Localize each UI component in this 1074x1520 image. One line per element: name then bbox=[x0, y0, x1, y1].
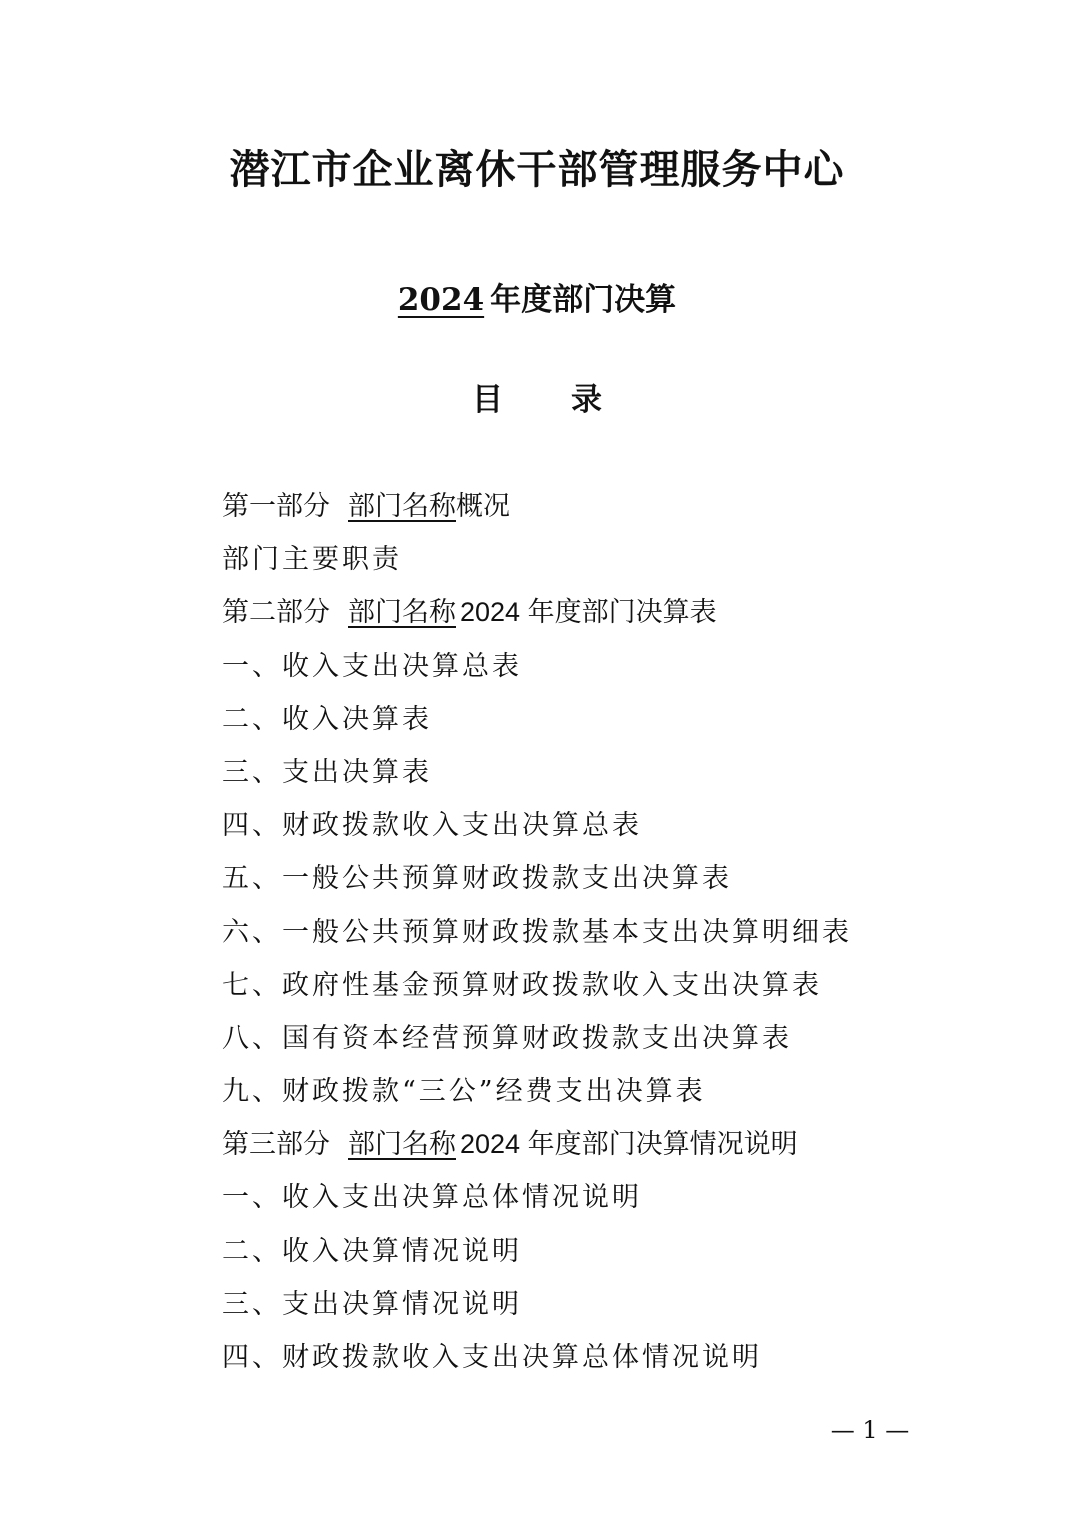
page-number: — 1 — bbox=[830, 1416, 910, 1444]
toc-part-2-name: 部门名称 bbox=[348, 597, 456, 628]
table-of-contents bbox=[222, 480, 982, 1384]
document-subtitle bbox=[0, 276, 1074, 324]
document-title: 潜江市企业离休干部管理服务中心 bbox=[229, 146, 845, 193]
toc-part-3-suffix: 2024 年度部门决算情况说明 bbox=[460, 1129, 798, 1160]
toc-part-3 bbox=[222, 1118, 982, 1171]
subtitle-year: 2024 bbox=[397, 282, 485, 318]
toc-part-2 bbox=[222, 586, 982, 639]
toc-part-1-name: 部门名称 bbox=[348, 491, 456, 521]
toc-item: 五、一般公共预算财政拨款支出决算表 bbox=[222, 863, 732, 895]
toc-item: 六、一般公共预算财政拨款基本支出决算明细表 bbox=[222, 916, 852, 948]
toc-part-2-prefix: 第二部分 bbox=[222, 597, 330, 628]
toc-item: 二、收入决算情况说明 bbox=[222, 1235, 522, 1267]
toc-item: 部门主要职责 bbox=[222, 544, 402, 576]
toc-item: 一、收入支出决算总体情况说明 bbox=[222, 1182, 642, 1214]
toc-item: 四、财政拨款收入支出决算总表 bbox=[222, 810, 642, 842]
toc-item: 三、支出决算表 bbox=[222, 756, 432, 788]
toc-item: 九、财政拨款“三公”经费支出决算表 bbox=[222, 1076, 706, 1108]
toc-part-1-suffix: 概况 bbox=[456, 491, 510, 521]
toc-item: 二、收入决算表 bbox=[222, 703, 432, 735]
toc-item: 一、收入支出决算总表 bbox=[222, 650, 522, 682]
toc-heading-left: 目 bbox=[472, 382, 503, 418]
toc-part-1-prefix: 第一部分 bbox=[222, 491, 330, 521]
subtitle-text: 年度部门决算 bbox=[490, 282, 677, 318]
toc-item: 三、支出决算情况说明 bbox=[222, 1288, 522, 1320]
toc-item: 七、政府性基金预算财政拨款收入支出决算表 bbox=[222, 969, 822, 1001]
toc-part-3-prefix: 第三部分 bbox=[222, 1129, 330, 1160]
toc-part-2-suffix: 2024 年度部门决算表 bbox=[460, 597, 717, 628]
toc-heading-right: 录 bbox=[571, 382, 602, 418]
toc-part-3-name: 部门名称 bbox=[348, 1129, 456, 1160]
toc-part-1 bbox=[222, 480, 982, 533]
toc-item: 四、财政拨款收入支出决算总体情况说明 bbox=[222, 1342, 762, 1373]
toc-heading bbox=[0, 376, 1074, 424]
toc-item: 八、国有资本经营预算财政拨款支出决算表 bbox=[222, 1022, 792, 1054]
